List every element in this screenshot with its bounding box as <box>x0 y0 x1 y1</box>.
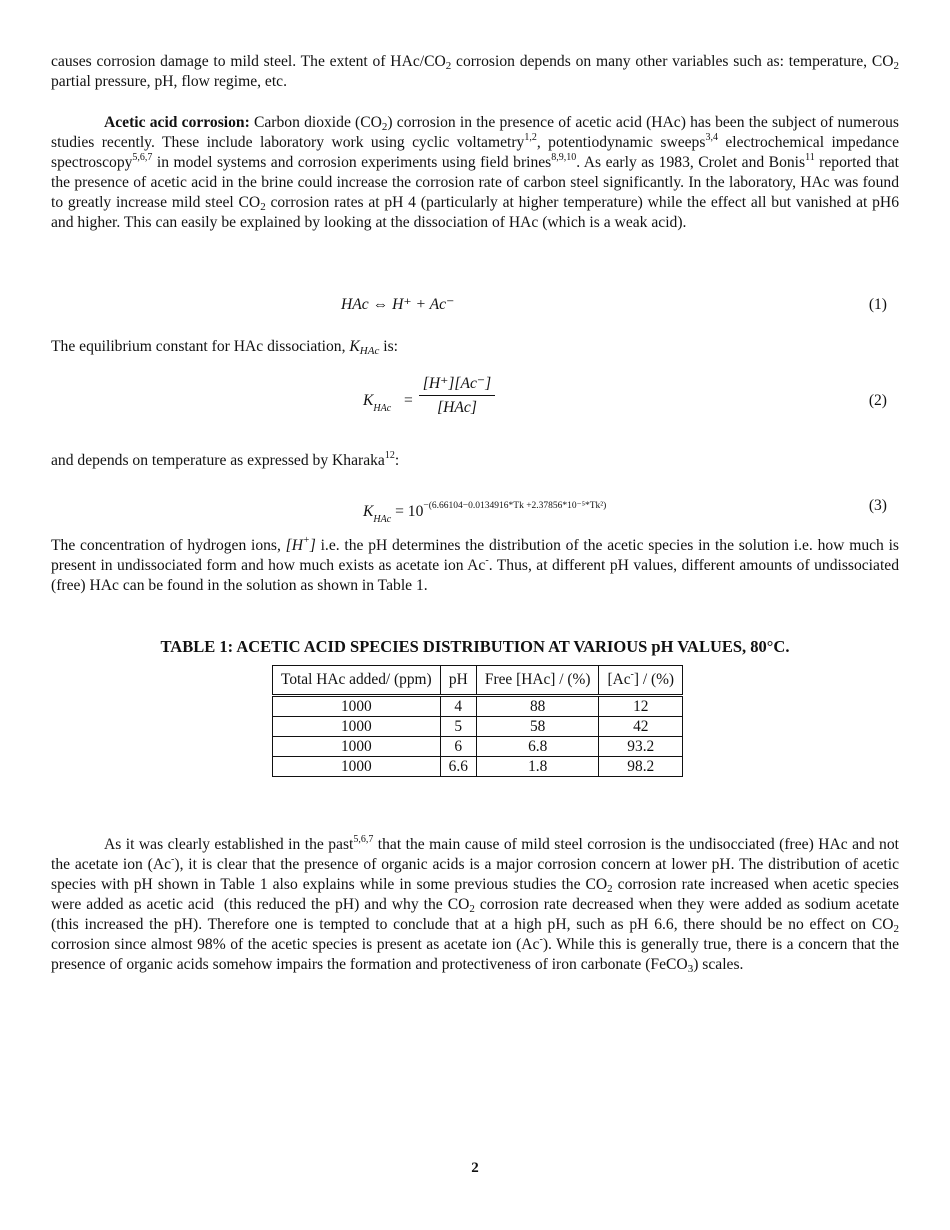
equation-3-number: (3) <box>868 497 887 514</box>
equation-3-body: $K_{HAc} = 10^{-(6.66104-0.0134916*Tk +2.37856*10^{-5}*Tk^2)}$ <box>363 501 607 525</box>
equals-sign: = <box>404 392 413 409</box>
table-header-row <box>273 666 683 696</box>
paragraph-conclusion: As it was clearly established in the past$^{5,6,7}$ that the main cause of mild steel corrosion is the undisocciated (free) HAc and not the acetate ion (Ac-), it is clear that the presence of organic acids is a major corrosion concern at lower pH. The distribution of acetic species with pH shown in Table 1 also explains while in some previous studies the $CO_2$ corrosion rate increased when acetic species were added as acetic acid (this reduced the pH) and why the $CO_2$ corrosion rate decreased when they were added as sodium acetate (this increased the pH). Therefore one is tempted to conclude that at a high pH, such as pH 6.6, there should be no effect on $CO_2$ corrosion since almost 98% of the acetic species is present as acetate ion (Ac-). While this is generally true, there is a concern that the presence of organic acids somehow impairs the formation and protectiveness of iron carbonate (FeCO$_3$) scales. <box>51 834 899 975</box>
equation-2-fraction <box>419 374 495 418</box>
table-row <box>273 737 683 757</box>
table-cell: 6.8 <box>476 737 599 757</box>
paragraph-kharaka: and depends on temperature as expressed by Kharaka$^{12}$: <box>51 450 400 469</box>
table-cell: 1000 <box>273 757 441 777</box>
equation-2 <box>51 372 899 432</box>
table-cell: 1000 <box>273 737 441 757</box>
table-row <box>273 757 683 777</box>
table-cell: 1.8 <box>476 757 599 777</box>
column-header: pH <box>440 666 476 696</box>
table-cell: 12 <box>599 696 683 717</box>
equation-1-body: HAc ⇔ H⁺ + Ac⁻ <box>341 296 455 313</box>
table-cell: 1000 <box>273 696 441 717</box>
paragraph-intro: causes corrosion damage to mild steel. The extent of HAc/$CO_2$ corrosion depends on many other variables such as: temperature, $CO_2$ partial pressure, pH, flow regime, etc. <box>51 53 899 90</box>
paragraph-equilibrium-constant: The equilibrium constant for HAc dissociation, $K_{HAc}$ is: <box>51 338 398 357</box>
table-row <box>273 696 683 717</box>
table-row <box>273 717 683 737</box>
table-cell: 42 <box>599 717 683 737</box>
table-cell: 6 <box>440 737 476 757</box>
equation-1 <box>51 295 899 317</box>
table-cell: 98.2 <box>599 757 683 777</box>
section-heading: Acetic acid corrosion: <box>104 114 250 131</box>
equation-2-number: (2) <box>868 392 887 409</box>
equation-3 <box>51 492 899 525</box>
table-cell: 88 <box>476 696 599 717</box>
table-caption: TABLE 1: ACETIC ACID SPECIES DISTRIBUTION AT VARIOUS pH VALUES, 80°C. <box>160 637 790 656</box>
table-cell: 4 <box>440 696 476 717</box>
column-header: Free [HAc] / (%) <box>476 666 599 696</box>
column-header: [Ac-] / (%) <box>599 666 683 696</box>
table-cell: 5 <box>440 717 476 737</box>
page-number: 2 <box>471 1160 479 1176</box>
fraction-numerator: [H⁺][Ac⁻] <box>419 374 495 396</box>
table-cell: 6.6 <box>440 757 476 777</box>
table-cell: 1000 <box>273 717 441 737</box>
column-header: Total HAc added/ (ppm) <box>273 666 441 696</box>
paragraph-acetic-acid-corrosion: Acetic acid corrosion: Carbon dioxide $(CO_2)$ corrosion in the presence of acetic acid (HAc) has been the subject of numerous studies recently. These include laboratory work using cyclic voltametry$^{1,2}$, potentiodynamic sweeps$^{3,4}$ electrochemical impedance spectroscopy$^{5,6,7}$ in model systems and corrosion experiments using field brines$^{8,9,10}$. As early as 1983, Crolet and Bonis$^{11}$ reported that the presence of acetic acid in the brine could increase the corrosion rate of carbon steel significantly. In the laboratory, HAc was found to greatly increase mild steel $CO_2$ corrosion rates at pH 4 (particularly at higher temperature) while the effect all but vanished at pH6 and higher. This can easily be explained by looking at the dissociation of HAc (which is a weak acid). <box>51 114 900 231</box>
equation-3-exponent: −(6.66104−0.0134916*Tk +2.37856*10⁻⁵*Tk²) <box>423 501 607 511</box>
table-cell: 93.2 <box>599 737 683 757</box>
equation-2-lhs: $K_{HAc}$ <box>363 392 392 414</box>
species-distribution-table <box>272 665 683 777</box>
table-cell: 58 <box>476 717 599 737</box>
fraction-denominator: [HAc] <box>437 399 477 416</box>
equation-1-number: (1) <box>868 296 887 313</box>
paragraph-hydrogen-ions: The concentration of hydrogen ions, [H+] i.e. the pH determines the distribution of the acetic species in the solution i.e. how much is present in undissociated form and how much exists as acetate ion Ac-. Thus, at different pH values, different amounts of undissociated (free) HAc can be found in the solution as shown in Table 1. <box>51 535 899 594</box>
